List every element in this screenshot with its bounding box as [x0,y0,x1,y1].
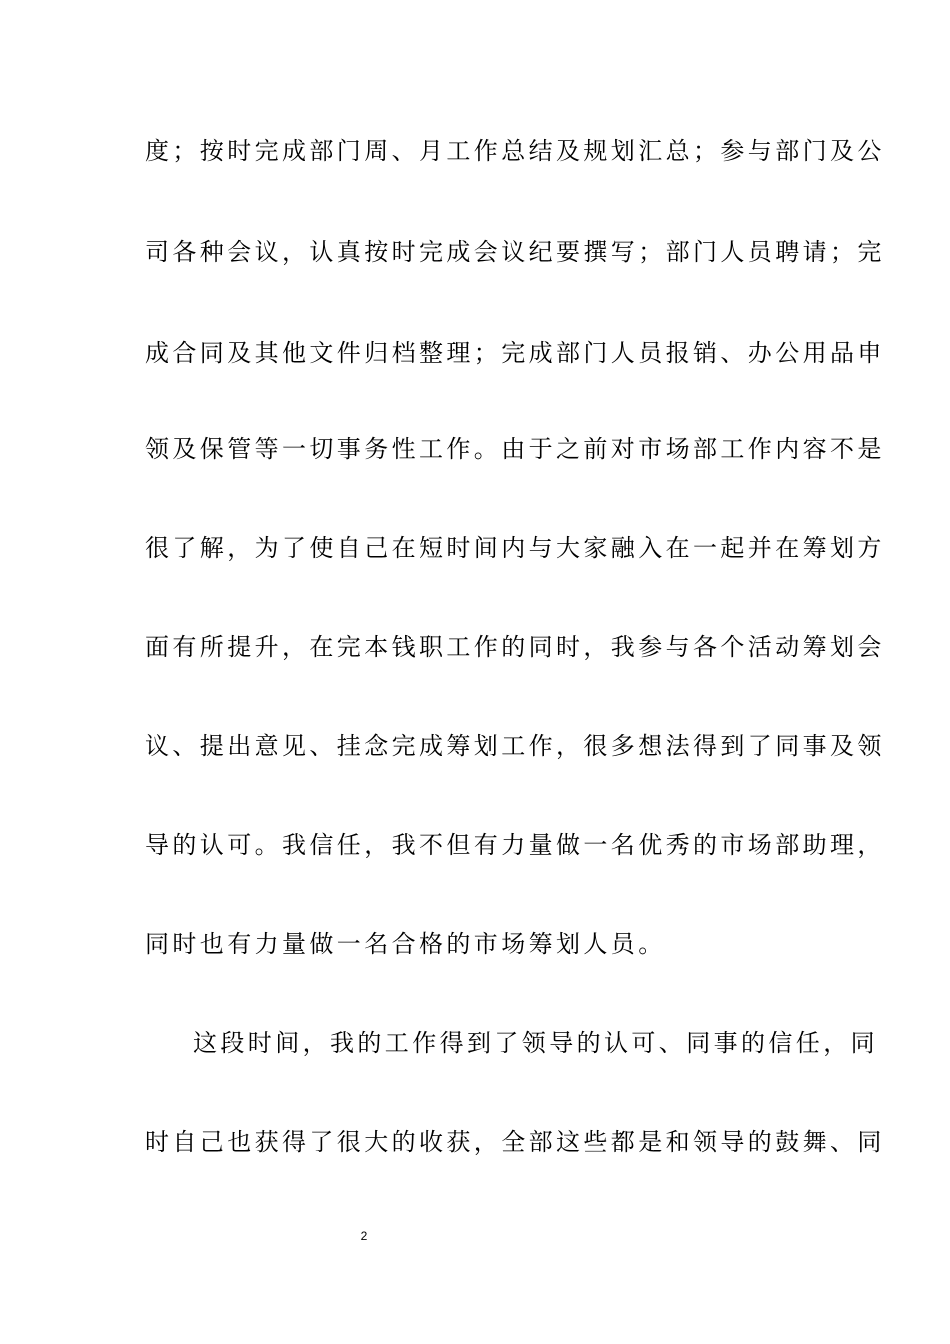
paragraph-line: 很了解，为了使自己在短时间内与大家融入在一起并在筹划方 [145,534,885,562]
paragraph-line: 议、提出意见、挂念完成筹划工作，很多想法得到了同事及领 [145,732,885,760]
paragraph-line: 这段时间，我的工作得到了领导的认可、同事的信任，同 [193,1029,878,1057]
paragraph-line: 导的认可。我信任，我不但有力量做一名优秀的市场部助理， [145,831,885,859]
paragraph-line: 同时也有力量做一名合格的市场筹划人员。 [145,930,666,958]
paragraph-line: 司各种会议，认真按时完成会议纪要撰写；部门人员聘请；完 [145,238,885,266]
paragraph-line: 时自己也获得了很大的收获，全部这些都是和领导的鼓舞、同 [145,1128,885,1156]
paragraph-line: 成合同及其他文件归档整理；完成部门人员报销、办公用品申 [145,339,885,367]
paragraph-line: 度；按时完成部门周、月工作总结及规划汇总；参与部门及公 [145,137,885,165]
paragraph-line: 面有所提升，在完本钱职工作的同时，我参与各个活动筹划会 [145,633,885,661]
paragraph-line: 领及保管等一切事务性工作。由于之前对市场部工作内容不是 [145,435,885,463]
page-number: 2 [360,1229,368,1243]
